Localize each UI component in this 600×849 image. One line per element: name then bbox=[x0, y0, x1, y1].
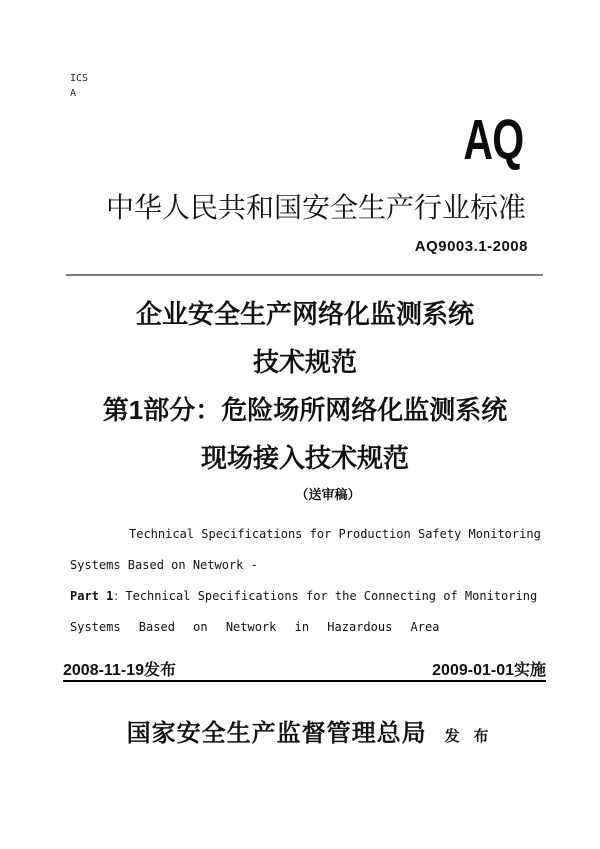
header-divider bbox=[66, 274, 543, 276]
standard-number: AQ9003.1-2008 bbox=[414, 238, 528, 255]
issue-date-group bbox=[63, 657, 176, 680]
title-line-4: 现场接入技术规范 bbox=[200, 443, 409, 473]
dates-row bbox=[63, 654, 546, 682]
publisher-row bbox=[0, 713, 600, 748]
publisher-name: 国家安全生产监督管理总局 bbox=[126, 721, 427, 747]
document-title bbox=[0, 290, 600, 482]
standard-name: 中华人民共和国安全生产行业标准 bbox=[105, 193, 526, 224]
english-title-line-3-text: Technical Specifications for the Connecting of Monitoring bbox=[125, 589, 538, 603]
issue-label: 发布 bbox=[143, 662, 176, 679]
title-line-2: 技术规范 bbox=[252, 347, 357, 377]
english-title bbox=[70, 519, 555, 643]
title-line-1: 企业安全生产网络化监测系统 bbox=[135, 299, 474, 329]
aq-logo: AQ bbox=[462, 108, 523, 172]
ics-class: A bbox=[70, 88, 77, 99]
effective-date-group bbox=[432, 657, 546, 680]
part-label: Part 1 bbox=[70, 589, 114, 603]
effective-date: 2009-01-01 bbox=[432, 662, 514, 679]
english-title-line-2: Systems Based on Network - bbox=[70, 558, 258, 572]
ics-block bbox=[70, 71, 88, 101]
english-title-line-4: Systems Based on Network in Hazardous Area bbox=[70, 620, 440, 634]
english-title-line-1: Technical Specifications for Production Safety Monitoring bbox=[129, 527, 541, 541]
ics-code: ICS bbox=[70, 73, 89, 84]
english-title-line-3 bbox=[70, 581, 555, 612]
title-line-3: 第1部分：危险场所网络化监测系统 bbox=[102, 395, 508, 425]
draft-note: （送审稿） bbox=[295, 487, 361, 502]
effective-label: 实施 bbox=[513, 662, 546, 679]
publish-label: 发 布 bbox=[444, 729, 494, 745]
issue-date: 2008-11-19 bbox=[63, 662, 144, 679]
part-colon: ： bbox=[113, 589, 126, 603]
